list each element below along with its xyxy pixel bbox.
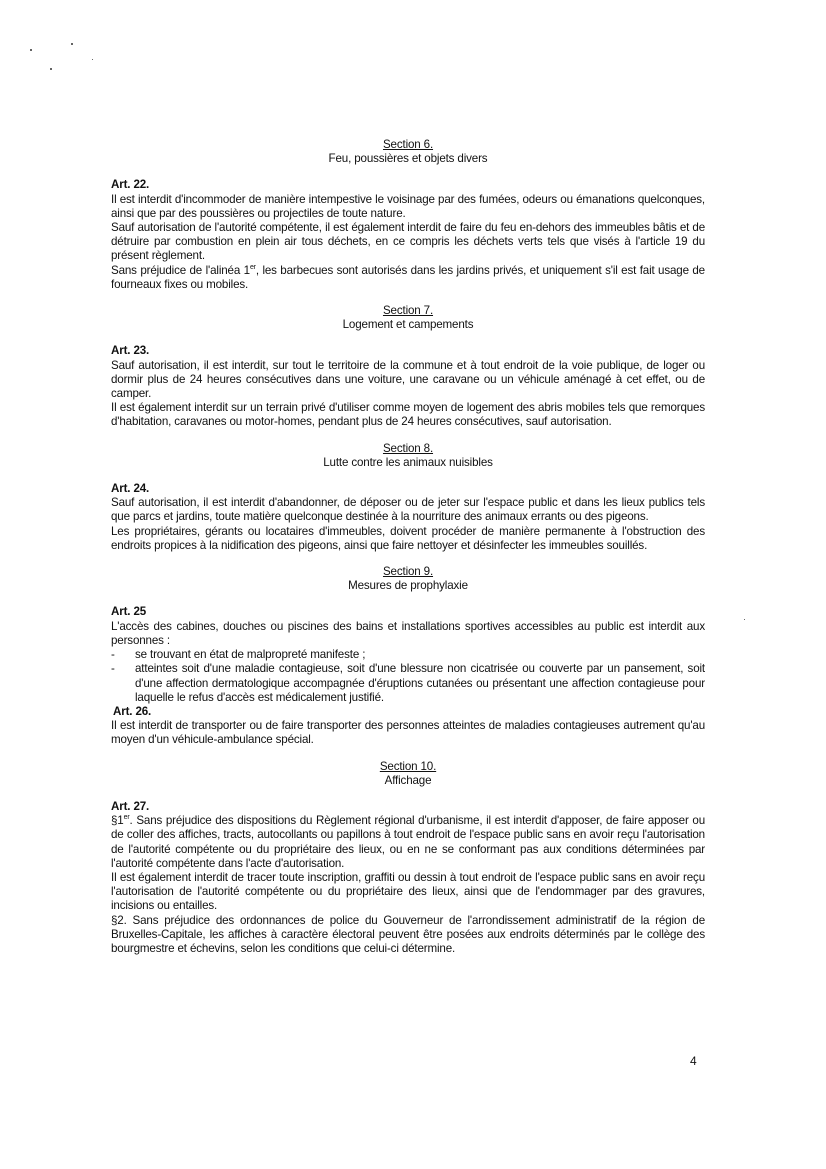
superscript: er [249,263,256,271]
article-24 [111,482,705,553]
paragraph: §2. Sans préjudice des ordonnances de police du Gouverneur de l'arrondissement administratif de la région de Bruxelles-Capitale, les affiches à caractère électoral peuvent être posées aux endroits déterminés par le collège des bourgmestre et échevins, selon les conditions que celui-ci détermine. [111,913,705,955]
section-subtitle: Logement et campements [342,318,474,332]
article-heading: Art. 23. [111,344,150,358]
paragraph: Il est également interdit sur un terrain privé d'utiliser comme moyen de logement des abris mobiles tels que remorques d'habitation, caravanes ou motor-homes, pendant plus de 24 heures consécutives, sauf autorisation. [111,401,705,429]
list-item-text: se trouvant en état de malpropreté manifeste ; [135,648,366,662]
section-subtitle: Feu, poussières et objets divers [328,152,488,166]
article-23 [111,344,705,429]
paragraph: Il est également interdit de tracer toute inscription, graffiti ou dessin à tout endroit de l'espace public sans en avoir reçu l'autorisation de l'autorité compétente ou du propriétaire des lieux, ainsi que de l'endommager par des gravures, incisions ou entailles. [111,870,705,913]
section-subtitle: Mesures de prophylaxie [348,579,468,593]
paragraph [111,264,705,292]
article-heading: Art. 26. [113,704,152,718]
dash-bullet: - [111,662,115,676]
paragraph: Les propriétaires, gérants ou locataires d'immeubles, doivent procéder de manière permanente à l'obstruction des endroits propices à la nidification des pigeons, ainsi que faire nettoyer et désinfecter les immeubles souillés. [111,524,705,552]
paragraph: L'accès des cabines, douches ou piscines des bains et installations sportives accessibles au public est interdit aux personnes : [111,619,705,647]
paragraph [111,814,705,871]
speck [30,49,32,51]
section-subtitle: Lutte contre les animaux nuisibles [323,455,493,469]
text-span: , les barbecues sont autorisés dans les jardins privés, et uniquement s'il est fait usage de fourneaux fixes ou mobiles. [111,263,705,291]
speck [50,68,52,70]
paragraph: Sauf autorisation, il est interdit, sur tout le territoire de la commune et à tout endroit de la voie publique, de loger ou dormir plus de 24 heures consécutives dans une voiture, une caravane ou un véhicule aménagé à cet effet, ou de camper. [111,358,705,401]
article-heading: Art. 25 [111,605,147,619]
section-heading [111,138,705,166]
article-27 [111,800,705,956]
article-26 [111,705,705,748]
speck [92,59,93,60]
article-22 [111,178,705,292]
list-item [111,662,705,705]
section-heading [111,760,705,788]
text-span: . Sans préjudice des dispositions du Règlement régional d'urbanisme, il est interdit d'apposer, de faire apposer ou de coller des affiches, tracts, autocollants ou papillons à tout endroit de l'espace public sans en avoir reçu l'autorisation de l'autorité compétente ou du propriétaire des lieux, ou en ne se conformant pas aux conditions déterminées par l'autorité compétente dans l'acte d'autorisation. [111,814,705,870]
section-heading [111,442,705,470]
section-heading [111,565,705,593]
article-25 [111,605,705,704]
superscript: er [123,814,130,822]
paragraph: Il est interdit de transporter ou de faire transporter des personnes atteintes de maladies contagieuses autrement qu'au moyen d'un véhicule-ambulance spécial. [111,719,705,747]
speck [71,43,73,45]
section-subtitle: Affichage [384,773,432,787]
text-span: §1 [111,814,124,828]
section-heading [111,304,705,332]
paragraph: Il est interdit d'incommoder de manière intempestive le voisinage par des fumées, odeurs ou émanations quelconques, ainsi que par des poussières ou projectiles de toute nature. [111,192,705,220]
speck [744,619,745,620]
article-heading: Art. 27. [111,799,150,813]
section-title: Section 6. [382,138,434,151]
section-title: Section 8. [382,441,434,455]
text-span: Sans préjudice de l'alinéa 1 [111,263,250,277]
dash-bullet: - [111,648,115,662]
page-number: 4 [690,1054,697,1068]
paragraph: Sauf autorisation de l'autorité compétente, il est également interdit de faire du feu en-dehors des immeubles bâtis et de détruire par combustion en plein air tous déchets, en ce compris les déchets verts tels que visés à l'article 19 du présent règlement. [111,221,705,263]
paragraph: Sauf autorisation, il est interdit d'abandonner, de déposer ou de jeter sur l'espace public et dans les lieux publics tels que parcs et jardins, toute matière quelconque destinée à la nourriture des animaux errants ou des pigeons. [111,496,705,524]
article-heading: Art. 24. [111,482,150,496]
section-title: Section 9. [382,565,434,579]
article-heading: Art. 22. [111,178,150,192]
section-title: Section 10. [379,759,437,773]
section-title: Section 7. [382,304,434,318]
regulation-text [111,138,705,956]
list-item [111,648,705,662]
list-item-text: atteintes soit d'une maladie contagieuse, soit d'une blessure non cicatrisée ou couverte par un pansement, soit d'une affection dermatologique accompagnée d'éruptions cutanées ou présentant une affection contagieuse pour laquelle le refus d'accès est médicalement justifié. [135,662,705,704]
